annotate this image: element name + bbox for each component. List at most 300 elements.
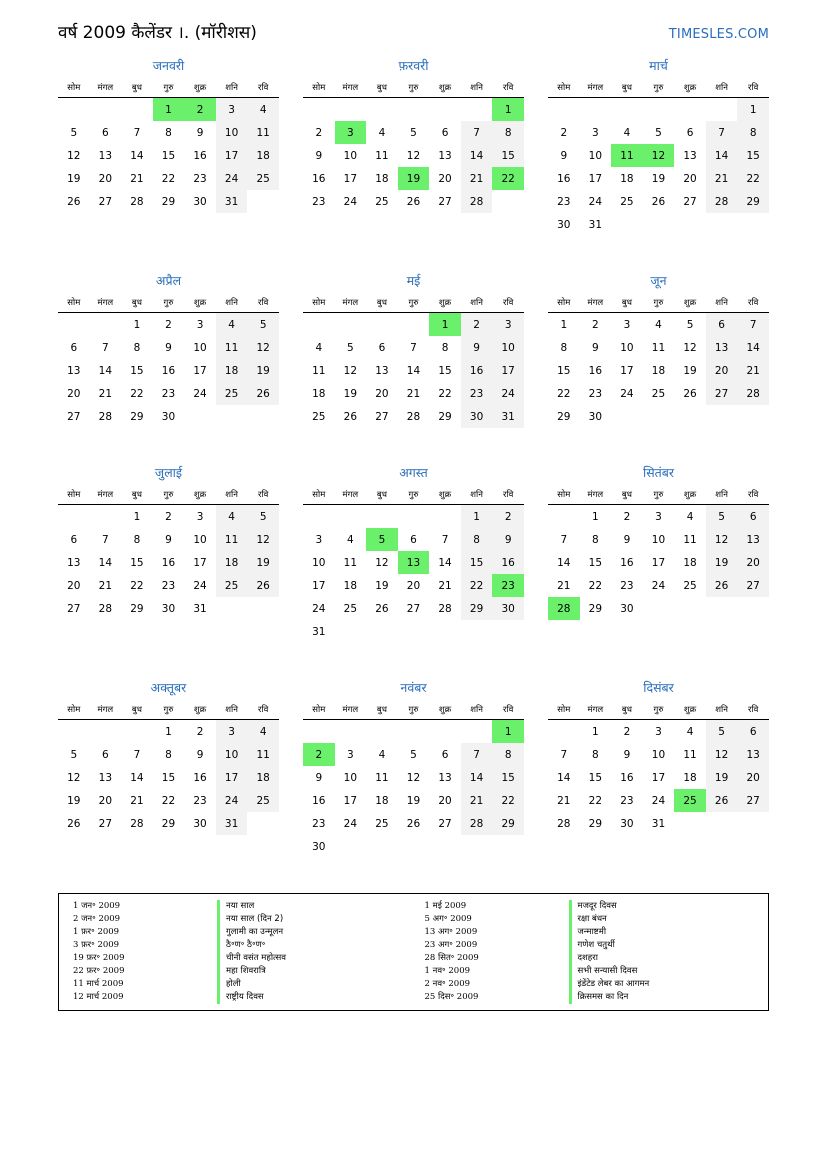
- day-cell[interactable]: 31: [216, 190, 248, 213]
- day-cell[interactable]: 28: [406, 410, 421, 423]
- day-cell[interactable]: 26: [67, 195, 81, 208]
- day-cell[interactable]: 11: [312, 364, 326, 377]
- day-cell[interactable]: 2: [165, 510, 172, 523]
- day-cell[interactable]: 7: [441, 533, 449, 546]
- day-cell[interactable]: 4: [216, 313, 248, 337]
- day-cell[interactable]: 26: [247, 382, 279, 405]
- day-cell[interactable]: 13: [438, 149, 452, 162]
- day-cell[interactable]: 4: [378, 126, 386, 139]
- day-cell[interactable]: 25: [247, 167, 279, 190]
- day-cell[interactable]: 18: [247, 144, 279, 167]
- day-cell[interactable]: 19: [247, 551, 279, 574]
- day-cell[interactable]: 22: [130, 579, 144, 592]
- day-cell[interactable]: 13: [706, 336, 738, 359]
- day-cell[interactable]: 10: [216, 743, 248, 766]
- day-cell[interactable]: 2: [592, 318, 599, 331]
- day-cell[interactable]: 29: [492, 812, 524, 835]
- day-cell[interactable]: 15: [492, 766, 524, 789]
- day-cell[interactable]: 27: [98, 817, 113, 830]
- day-cell[interactable]: 14: [557, 771, 571, 784]
- day-cell[interactable]: 10: [193, 341, 207, 354]
- day-cell[interactable]: 17: [343, 172, 358, 185]
- day-cell[interactable]: 1: [592, 510, 599, 523]
- day-cell[interactable]: 26: [247, 574, 279, 597]
- day-cell[interactable]: 14: [737, 336, 769, 359]
- day-cell[interactable]: 4: [347, 533, 354, 546]
- day-cell[interactable]: 27: [737, 789, 769, 812]
- day-cell[interactable]: 21: [461, 789, 493, 812]
- day-cell[interactable]: 7: [133, 126, 141, 139]
- day-cell[interactable]: 28: [461, 190, 493, 213]
- day-cell[interactable]: 19: [375, 579, 389, 592]
- day-cell[interactable]: 18: [216, 551, 248, 574]
- holiday-day-cell[interactable]: 28: [548, 597, 580, 620]
- day-cell[interactable]: 24: [216, 789, 248, 812]
- day-cell[interactable]: 10: [193, 533, 207, 546]
- day-cell[interactable]: 16: [193, 771, 207, 784]
- day-cell[interactable]: 18: [247, 766, 279, 789]
- day-cell[interactable]: 11: [683, 533, 697, 546]
- day-cell[interactable]: 17: [620, 364, 634, 377]
- day-cell[interactable]: 13: [98, 149, 113, 162]
- day-cell[interactable]: 28: [557, 817, 571, 830]
- day-cell[interactable]: 21: [737, 359, 769, 382]
- day-cell[interactable]: 11: [651, 341, 666, 354]
- day-cell[interactable]: 28: [130, 195, 144, 208]
- day-cell[interactable]: 7: [560, 748, 568, 761]
- holiday-day-cell[interactable]: 1: [492, 98, 524, 122]
- day-cell[interactable]: 14: [461, 766, 493, 789]
- day-cell[interactable]: 7: [102, 533, 109, 546]
- day-cell[interactable]: 6: [706, 313, 738, 337]
- day-cell[interactable]: 13: [683, 149, 697, 162]
- day-cell[interactable]: 15: [161, 149, 176, 162]
- day-cell[interactable]: 9: [492, 528, 524, 551]
- day-cell[interactable]: 8: [737, 121, 769, 144]
- day-cell[interactable]: 7: [410, 341, 417, 354]
- day-cell[interactable]: 24: [588, 195, 603, 208]
- day-cell[interactable]: 27: [737, 574, 769, 597]
- brand-link[interactable]: TIMESLES.COM: [668, 27, 769, 42]
- day-cell[interactable]: 9: [165, 341, 172, 354]
- day-cell[interactable]: 8: [165, 126, 172, 139]
- day-cell[interactable]: 16: [461, 359, 493, 382]
- day-cell[interactable]: 5: [410, 126, 417, 139]
- day-cell[interactable]: 22: [461, 574, 493, 597]
- day-cell[interactable]: 19: [651, 172, 666, 185]
- day-cell[interactable]: 12: [406, 149, 421, 162]
- day-cell[interactable]: 26: [406, 817, 421, 830]
- day-cell[interactable]: 3: [592, 126, 599, 139]
- day-cell[interactable]: 27: [67, 410, 81, 423]
- day-cell[interactable]: 3: [347, 748, 354, 761]
- day-cell[interactable]: 3: [655, 725, 662, 738]
- day-cell[interactable]: 17: [651, 556, 666, 569]
- day-cell[interactable]: 22: [588, 579, 603, 592]
- day-cell[interactable]: 9: [623, 533, 631, 546]
- day-cell[interactable]: 10: [216, 121, 248, 144]
- day-cell[interactable]: 20: [375, 387, 389, 400]
- day-cell[interactable]: 14: [461, 144, 493, 167]
- day-cell[interactable]: 29: [438, 410, 452, 423]
- day-cell[interactable]: 12: [247, 336, 279, 359]
- day-cell[interactable]: 8: [133, 533, 141, 546]
- day-cell[interactable]: 6: [737, 720, 769, 744]
- day-cell[interactable]: 25: [216, 382, 248, 405]
- day-cell[interactable]: 20: [706, 359, 738, 382]
- day-cell[interactable]: 1: [592, 725, 599, 738]
- day-cell[interactable]: 27: [683, 195, 697, 208]
- day-cell[interactable]: 2: [492, 505, 524, 529]
- day-cell[interactable]: 28: [461, 812, 493, 835]
- day-cell[interactable]: 26: [67, 817, 81, 830]
- day-cell[interactable]: 5: [70, 748, 78, 761]
- day-cell[interactable]: 31: [193, 602, 207, 615]
- day-cell[interactable]: 6: [102, 748, 109, 761]
- day-cell[interactable]: 12: [247, 528, 279, 551]
- day-cell[interactable]: 22: [161, 794, 176, 807]
- day-cell[interactable]: 15: [438, 364, 452, 377]
- day-cell[interactable]: 16: [312, 172, 326, 185]
- day-cell[interactable]: 7: [560, 533, 568, 546]
- day-cell[interactable]: 25: [216, 574, 248, 597]
- day-cell[interactable]: 27: [438, 817, 452, 830]
- day-cell[interactable]: 30: [161, 602, 176, 615]
- day-cell[interactable]: 29: [557, 410, 571, 423]
- day-cell[interactable]: 8: [461, 528, 493, 551]
- day-cell[interactable]: 2: [461, 313, 493, 337]
- day-cell[interactable]: 30: [161, 410, 176, 423]
- day-cell[interactable]: 17: [216, 766, 248, 789]
- day-cell[interactable]: 10: [588, 149, 603, 162]
- day-cell[interactable]: 22: [492, 789, 524, 812]
- day-cell[interactable]: 15: [130, 364, 144, 377]
- day-cell[interactable]: 5: [347, 341, 354, 354]
- day-cell[interactable]: 14: [98, 556, 113, 569]
- day-cell[interactable]: 22: [161, 172, 176, 185]
- holiday-day-cell[interactable]: 1: [153, 98, 185, 122]
- day-cell[interactable]: 12: [343, 364, 358, 377]
- day-cell[interactable]: 4: [247, 98, 279, 122]
- day-cell[interactable]: 29: [161, 195, 176, 208]
- day-cell[interactable]: 19: [706, 766, 738, 789]
- day-cell[interactable]: 8: [133, 341, 141, 354]
- day-cell[interactable]: 4: [623, 126, 631, 139]
- holiday-day-cell[interactable]: 3: [335, 121, 367, 144]
- day-cell[interactable]: 21: [406, 387, 421, 400]
- day-cell[interactable]: 4: [216, 505, 248, 529]
- day-cell[interactable]: 17: [193, 364, 207, 377]
- day-cell[interactable]: 29: [130, 410, 144, 423]
- holiday-day-cell[interactable]: 2: [303, 743, 335, 766]
- day-cell[interactable]: 31: [492, 405, 524, 428]
- day-cell[interactable]: 11: [343, 556, 358, 569]
- day-cell[interactable]: 16: [161, 364, 176, 377]
- day-cell[interactable]: 20: [683, 172, 697, 185]
- day-cell[interactable]: 11: [247, 121, 279, 144]
- day-cell[interactable]: 18: [683, 556, 697, 569]
- day-cell[interactable]: 3: [623, 318, 631, 331]
- day-cell[interactable]: 21: [557, 794, 571, 807]
- day-cell[interactable]: 15: [161, 771, 176, 784]
- day-cell[interactable]: 23: [557, 195, 571, 208]
- day-cell[interactable]: 11: [375, 771, 389, 784]
- day-cell[interactable]: 30: [312, 840, 326, 853]
- day-cell[interactable]: 14: [406, 364, 421, 377]
- day-cell[interactable]: 23: [161, 387, 176, 400]
- day-cell[interactable]: 13: [737, 528, 769, 551]
- day-cell[interactable]: 15: [588, 771, 603, 784]
- day-cell[interactable]: 15: [588, 556, 603, 569]
- day-cell[interactable]: 25: [312, 410, 326, 423]
- day-cell[interactable]: 26: [706, 789, 738, 812]
- day-cell[interactable]: 3: [315, 533, 323, 546]
- day-cell[interactable]: 12: [67, 771, 81, 784]
- day-cell[interactable]: 14: [98, 364, 113, 377]
- day-cell[interactable]: 5: [706, 720, 738, 744]
- day-cell[interactable]: 1: [133, 510, 141, 523]
- day-cell[interactable]: 4: [315, 341, 323, 354]
- day-cell[interactable]: 6: [70, 533, 78, 546]
- day-cell[interactable]: 20: [98, 172, 113, 185]
- day-cell[interactable]: 30: [620, 602, 634, 615]
- day-cell[interactable]: 9: [315, 149, 323, 162]
- day-cell[interactable]: 16: [620, 556, 634, 569]
- day-cell[interactable]: 4: [378, 748, 386, 761]
- holiday-day-cell[interactable]: 2: [184, 98, 216, 122]
- day-cell[interactable]: 17: [312, 579, 326, 592]
- day-cell[interactable]: 10: [651, 533, 666, 546]
- day-cell[interactable]: 7: [461, 121, 493, 144]
- day-cell[interactable]: 6: [737, 505, 769, 529]
- day-cell[interactable]: 24: [492, 382, 524, 405]
- day-cell[interactable]: 15: [737, 144, 769, 167]
- day-cell[interactable]: 3: [196, 510, 204, 523]
- day-cell[interactable]: 28: [737, 382, 769, 405]
- day-cell[interactable]: 7: [737, 313, 769, 337]
- day-cell[interactable]: 5: [247, 313, 279, 337]
- day-cell[interactable]: 12: [706, 528, 738, 551]
- day-cell[interactable]: 24: [651, 579, 666, 592]
- day-cell[interactable]: 13: [737, 743, 769, 766]
- day-cell[interactable]: 23: [461, 382, 493, 405]
- day-cell[interactable]: 25: [375, 817, 389, 830]
- day-cell[interactable]: 13: [98, 771, 113, 784]
- day-cell[interactable]: 23: [193, 794, 207, 807]
- day-cell[interactable]: 11: [375, 149, 389, 162]
- day-cell[interactable]: 19: [343, 387, 358, 400]
- day-cell[interactable]: 20: [737, 551, 769, 574]
- day-cell[interactable]: 8: [165, 748, 172, 761]
- day-cell[interactable]: 5: [70, 126, 78, 139]
- day-cell[interactable]: 12: [683, 341, 697, 354]
- day-cell[interactable]: 29: [588, 817, 603, 830]
- day-cell[interactable]: 27: [67, 602, 81, 615]
- day-cell[interactable]: 11: [216, 336, 248, 359]
- day-cell[interactable]: 9: [315, 771, 323, 784]
- day-cell[interactable]: 8: [560, 341, 568, 354]
- day-cell[interactable]: 26: [651, 195, 666, 208]
- day-cell[interactable]: 19: [67, 172, 81, 185]
- day-cell[interactable]: 21: [438, 579, 452, 592]
- day-cell[interactable]: 26: [406, 195, 421, 208]
- day-cell[interactable]: 27: [406, 602, 421, 615]
- day-cell[interactable]: 28: [130, 817, 144, 830]
- day-cell[interactable]: 25: [247, 789, 279, 812]
- day-cell[interactable]: 6: [441, 126, 449, 139]
- day-cell[interactable]: 9: [592, 341, 599, 354]
- day-cell[interactable]: 25: [620, 195, 634, 208]
- day-cell[interactable]: 14: [706, 144, 738, 167]
- day-cell[interactable]: 30: [588, 410, 603, 423]
- day-cell[interactable]: 2: [196, 725, 204, 738]
- day-cell[interactable]: 17: [588, 172, 603, 185]
- day-cell[interactable]: 4: [247, 720, 279, 744]
- day-cell[interactable]: 3: [216, 720, 248, 744]
- day-cell[interactable]: 30: [557, 218, 571, 231]
- holiday-day-cell[interactable]: 23: [492, 574, 524, 597]
- day-cell[interactable]: 31: [312, 625, 326, 638]
- day-cell[interactable]: 16: [193, 149, 207, 162]
- day-cell[interactable]: 9: [196, 126, 204, 139]
- day-cell[interactable]: 23: [193, 172, 207, 185]
- day-cell[interactable]: 24: [193, 579, 207, 592]
- day-cell[interactable]: 31: [651, 817, 666, 830]
- day-cell[interactable]: 23: [161, 579, 176, 592]
- day-cell[interactable]: 14: [438, 556, 452, 569]
- day-cell[interactable]: 25: [375, 195, 389, 208]
- day-cell[interactable]: 24: [620, 387, 634, 400]
- day-cell[interactable]: 26: [706, 574, 738, 597]
- day-cell[interactable]: 7: [706, 121, 738, 144]
- day-cell[interactable]: 17: [343, 794, 358, 807]
- holiday-day-cell[interactable]: 1: [429, 313, 461, 337]
- day-cell[interactable]: 7: [102, 341, 109, 354]
- day-cell[interactable]: 17: [492, 359, 524, 382]
- day-cell[interactable]: 5: [247, 505, 279, 529]
- holiday-day-cell[interactable]: 12: [643, 144, 675, 167]
- day-cell[interactable]: 3: [492, 313, 524, 337]
- day-cell[interactable]: 1: [133, 318, 141, 331]
- holiday-day-cell[interactable]: 22: [492, 167, 524, 190]
- day-cell[interactable]: 1: [165, 725, 172, 738]
- day-cell[interactable]: 17: [193, 556, 207, 569]
- day-cell[interactable]: 21: [706, 167, 738, 190]
- day-cell[interactable]: 29: [461, 597, 493, 620]
- day-cell[interactable]: 5: [706, 505, 738, 529]
- day-cell[interactable]: 11: [216, 528, 248, 551]
- day-cell[interactable]: 26: [375, 602, 389, 615]
- day-cell[interactable]: 7: [133, 748, 141, 761]
- day-cell[interactable]: 8: [592, 748, 599, 761]
- day-cell[interactable]: 19: [67, 794, 81, 807]
- day-cell[interactable]: 31: [588, 218, 603, 231]
- day-cell[interactable]: 1: [560, 318, 568, 331]
- day-cell[interactable]: 5: [410, 748, 417, 761]
- day-cell[interactable]: 28: [98, 602, 113, 615]
- day-cell[interactable]: 14: [130, 771, 144, 784]
- day-cell[interactable]: 5: [655, 126, 662, 139]
- day-cell[interactable]: 23: [620, 794, 634, 807]
- day-cell[interactable]: 15: [557, 364, 571, 377]
- day-cell[interactable]: 28: [706, 190, 738, 213]
- day-cell[interactable]: 24: [193, 387, 207, 400]
- holiday-day-cell[interactable]: 1: [492, 720, 524, 744]
- day-cell[interactable]: 15: [461, 551, 493, 574]
- day-cell[interactable]: 26: [683, 387, 697, 400]
- day-cell[interactable]: 11: [683, 748, 697, 761]
- day-cell[interactable]: 10: [492, 336, 524, 359]
- day-cell[interactable]: 7: [461, 743, 493, 766]
- day-cell[interactable]: 5: [686, 318, 694, 331]
- day-cell[interactable]: 24: [312, 602, 326, 615]
- holiday-day-cell[interactable]: 19: [398, 167, 430, 190]
- day-cell[interactable]: 21: [130, 172, 144, 185]
- holiday-day-cell[interactable]: 13: [398, 551, 430, 574]
- day-cell[interactable]: 4: [655, 318, 662, 331]
- day-cell[interactable]: 25: [343, 602, 358, 615]
- day-cell[interactable]: 27: [375, 410, 389, 423]
- day-cell[interactable]: 29: [161, 817, 176, 830]
- day-cell[interactable]: 23: [312, 817, 326, 830]
- day-cell[interactable]: 16: [620, 771, 634, 784]
- day-cell[interactable]: 1: [461, 505, 493, 529]
- day-cell[interactable]: 2: [165, 318, 172, 331]
- day-cell[interactable]: 23: [620, 579, 634, 592]
- day-cell[interactable]: 9: [196, 748, 204, 761]
- day-cell[interactable]: 19: [706, 551, 738, 574]
- day-cell[interactable]: 19: [247, 359, 279, 382]
- day-cell[interactable]: 20: [98, 794, 113, 807]
- day-cell[interactable]: 25: [651, 387, 666, 400]
- day-cell[interactable]: 29: [130, 602, 144, 615]
- day-cell[interactable]: 2: [623, 510, 631, 523]
- day-cell[interactable]: 4: [686, 725, 694, 738]
- day-cell[interactable]: 18: [620, 172, 634, 185]
- day-cell[interactable]: 22: [588, 794, 603, 807]
- day-cell[interactable]: 6: [410, 533, 417, 546]
- day-cell[interactable]: 13: [375, 364, 389, 377]
- day-cell[interactable]: 20: [438, 172, 452, 185]
- day-cell[interactable]: 18: [683, 771, 697, 784]
- day-cell[interactable]: 22: [438, 387, 452, 400]
- day-cell[interactable]: 13: [67, 364, 81, 377]
- day-cell[interactable]: 16: [492, 551, 524, 574]
- day-cell[interactable]: 27: [706, 382, 738, 405]
- day-cell[interactable]: 18: [651, 364, 666, 377]
- day-cell[interactable]: 22: [737, 167, 769, 190]
- day-cell[interactable]: 30: [620, 817, 634, 830]
- day-cell[interactable]: 9: [623, 748, 631, 761]
- day-cell[interactable]: 24: [216, 167, 248, 190]
- day-cell[interactable]: 10: [312, 556, 326, 569]
- day-cell[interactable]: 10: [620, 341, 634, 354]
- day-cell[interactable]: 27: [98, 195, 113, 208]
- day-cell[interactable]: 6: [70, 341, 78, 354]
- day-cell[interactable]: 10: [651, 748, 666, 761]
- day-cell[interactable]: 16: [557, 172, 571, 185]
- day-cell[interactable]: 12: [706, 743, 738, 766]
- day-cell[interactable]: 6: [686, 126, 694, 139]
- day-cell[interactable]: 10: [343, 771, 358, 784]
- day-cell[interactable]: 13: [67, 556, 81, 569]
- day-cell[interactable]: 20: [737, 766, 769, 789]
- day-cell[interactable]: 29: [588, 602, 603, 615]
- day-cell[interactable]: 10: [343, 149, 358, 162]
- day-cell[interactable]: 20: [406, 579, 421, 592]
- holiday-day-cell[interactable]: 11: [611, 144, 643, 167]
- day-cell[interactable]: 24: [343, 195, 358, 208]
